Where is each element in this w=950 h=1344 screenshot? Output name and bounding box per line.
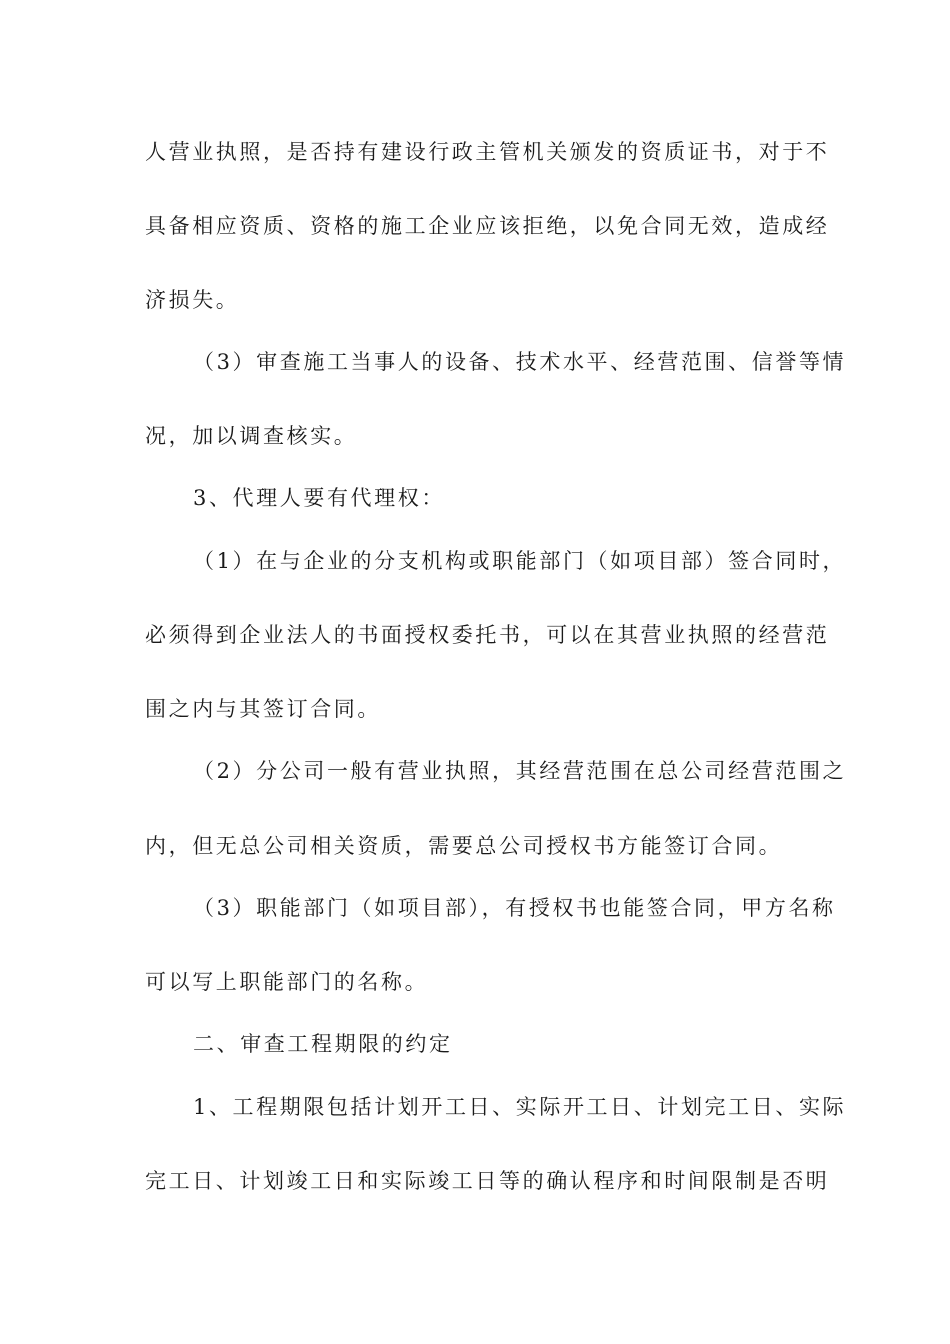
text-line-11: 内，但无总公司相关资质，需要总公司授权书方能签订合同。 xyxy=(145,834,783,858)
text-line-3: 济损失。 xyxy=(145,288,240,312)
text-line-7: （1）在与企业的分支机构或职能部门（如项目部）签合同时， xyxy=(193,549,847,573)
text-line-9: 围之内与其签订合同。 xyxy=(145,697,381,721)
text-line-8: 必须得到企业法人的书面授权委托书，可以在其营业执照的经营范 xyxy=(145,623,830,647)
text-line-5: 况，加以调查核实。 xyxy=(145,424,358,448)
text-line-2: 具备相应资质、资格的施工企业应该拒绝，以免合同无效，造成经 xyxy=(145,214,830,238)
text-line-16: 完工日、计划竣工日和实际竣工日等的确认程序和时间限制是否明 xyxy=(145,1169,830,1193)
text-line-12: （3）职能部门（如项目部），有授权书也能签合同，甲方名称 xyxy=(193,896,836,920)
text-line-13: 可以写上职能部门的名称。 xyxy=(145,970,429,994)
section-heading-agent-authority: 3、代理人要有代理权： xyxy=(193,486,445,510)
section-heading-project-period: 二、审查工程期限的约定 xyxy=(193,1032,453,1056)
text-line-1: 人营业执照，是否持有建设行政主管机关颁发的资质证书，对于不 xyxy=(145,140,830,164)
text-line-10: （2）分公司一般有营业执照，其经营范围在总公司经营范围之 xyxy=(193,759,847,783)
text-line-15: 1、工程期限包括计划开工日、实际开工日、计划完工日、实际 xyxy=(193,1095,847,1119)
text-line-4: （3）审查施工当事人的设备、技术水平、经营范围、信誉等情 xyxy=(193,350,847,374)
